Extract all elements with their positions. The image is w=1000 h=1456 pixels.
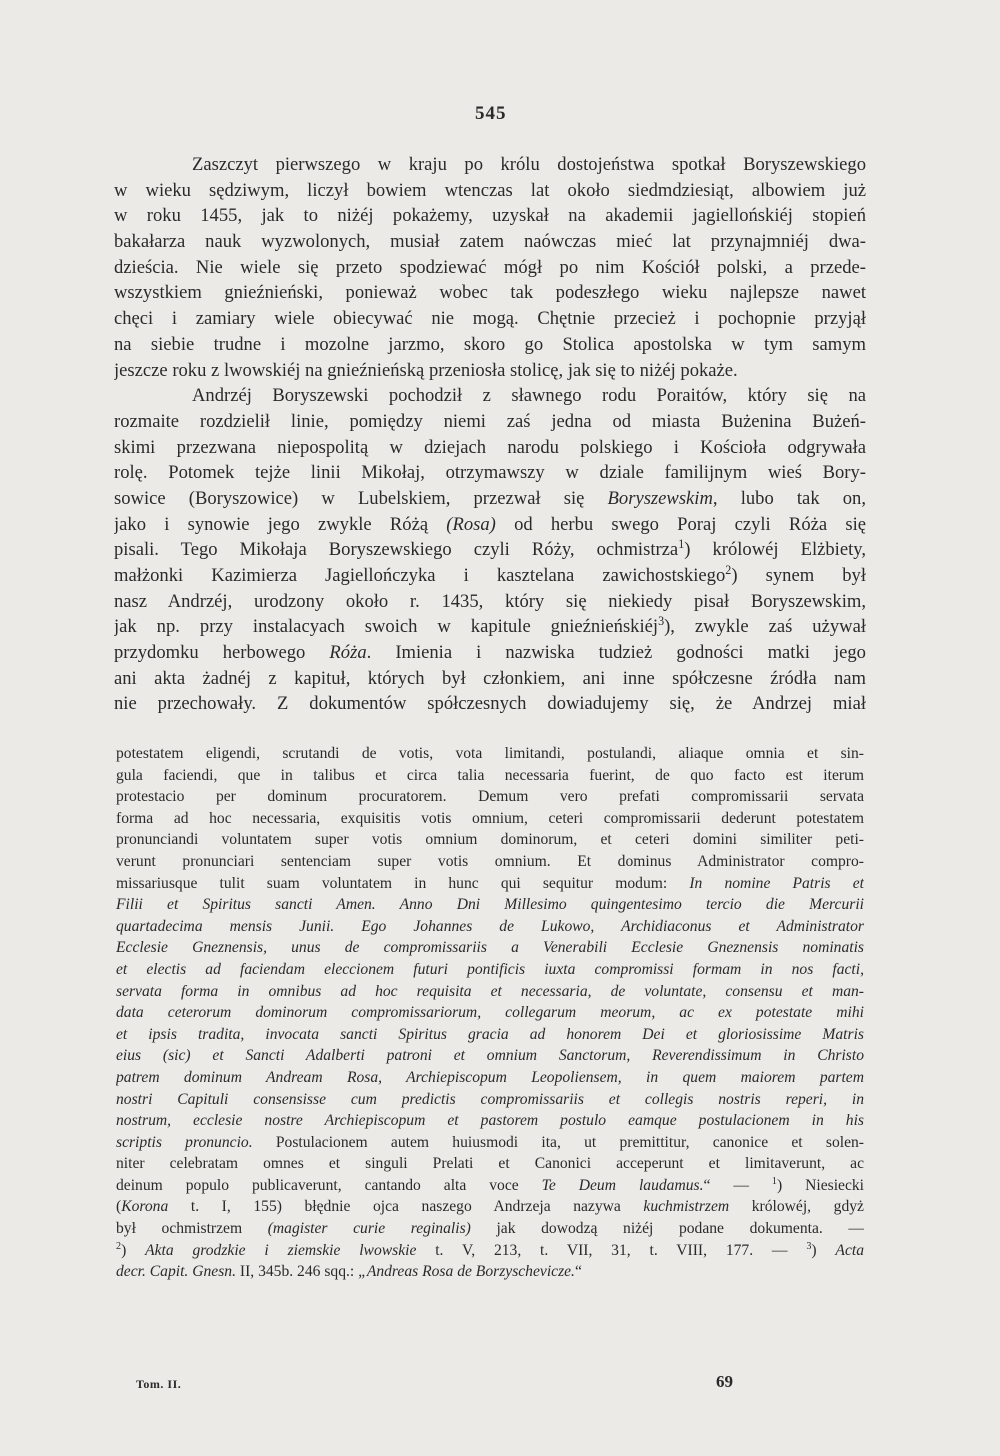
note-segment: decr. Capit. Gnesn.	[116, 1263, 236, 1281]
main-line	[114, 614, 866, 640]
note-line: patrem dominum Andream Rosa, Archiepiscopum Leopoliensem, in quem maiorem partem	[116, 1068, 864, 1086]
main-text-segment: (Rosa)	[446, 513, 496, 535]
note-segment: królowéj, gdyż	[729, 1198, 864, 1216]
note-segment: (	[116, 1198, 122, 1216]
main-text-segment: ), zwykle zaś używał	[664, 616, 866, 638]
note-segment: In nomine Patris et	[689, 874, 864, 892]
note-line: servata forma in omnibus ad hoc requisita et necessaria, de voluntate, consensu et man-	[116, 982, 864, 1000]
note-line: Ecclesie Gneznensis, unus de compromissariis a Venerabili Ecclesie Gneznensis nominatis	[116, 939, 864, 957]
note-line: nostri Capituli consensisse cum predictis compromissariis et collegis nostris reperi, in	[116, 1090, 864, 1108]
main-line: wszystkiem gnieźnieński, ponieważ wobec tak podeszłego wieku najlepsze nawet	[114, 282, 866, 304]
page-number: 545	[475, 103, 507, 124]
footnote-ref: 1	[678, 537, 685, 552]
main-line	[114, 512, 866, 538]
note-line: nostrum, ecclesie nostre Archiepiscopum et pastorem postulo eamque postulacionem in his	[116, 1112, 864, 1130]
main-line: rozmaite rozdzielił linie, pomiędzy niemi zaś jedna od miasta Bużenina Bużeń-	[114, 410, 866, 432]
note-line: gula faciendi, que in talibus et circa talia necessaria fuerint, de quo facto est iterum	[116, 766, 864, 784]
main-text-segment: przydomku herbowego	[114, 642, 330, 664]
footnote-marker: 3	[806, 1240, 812, 1252]
main-line	[114, 563, 866, 589]
main-text-segment: jak np. przy instalacyach swoich w kapitule gnieźnieńskiéj	[114, 616, 659, 638]
main-line: nasz Andrzéj, urodzony około r. 1435, który się niekiedy pisał Boryszewskim,	[114, 590, 866, 612]
note-segment: missariusque tulit suam voluntatem in hunc qui sequitur modum:	[116, 874, 690, 892]
note-line: et electis ad faciendam eleccionem futuri pontificis iuxta compromissi formam in nos facti,	[116, 960, 864, 978]
note-line: Filii et Spiritus sancti Amen. Anno Dni Millesimo quingentesimo tercio die Mercurii	[116, 896, 864, 914]
note-segment: jak dowodzą niżéj podane dokumenta. —	[470, 1220, 864, 1238]
main-line: bakałarza nauk wyzwolonych, musiał zatem naówczas mieć lat przynajmniéj dwa-	[114, 231, 866, 253]
note-line: pronunciandi voluntatem super votis omnium dominorum, et ceteri domini similiter peti-	[116, 831, 864, 849]
main-line: nie przechowały. Z dokumentów spółczesnych dowiadujemy się, że Andrzej miał	[114, 693, 866, 715]
main-text-segment: pisali. Tego Mikołaja Boryszewskiego czyli Róży, ochmistrza	[114, 539, 679, 561]
main-line: skimi przezwana niepospolitą w dziejach narodu polskiego i Kościoła odgrywała	[114, 436, 866, 458]
note-segment: )	[811, 1241, 836, 1259]
note-line	[116, 1132, 864, 1154]
main-line: rolę. Potomek tejże linii Mikołaj, otrzymawszy w dziale familijnym wieś Bory-	[114, 462, 866, 484]
main-text-segment: , lubo tak on,	[712, 487, 866, 509]
main-line: jeszcze roku z lwowskiéj na gnieźnieńską przeniosła stolicę, jak się to niżéj pokaże.	[114, 359, 738, 381]
note-line	[116, 1196, 864, 1218]
volume-signature: Tom. II.	[136, 1377, 182, 1391]
main-text-segment: ) synem był	[731, 565, 866, 586]
note-line: forma ad hoc necessaria, exquisitis votis omnium, ceteri compromissarii dederunt potestatem	[116, 809, 864, 827]
main-text-segment: Róża	[329, 642, 367, 664]
footnote-marker: 2	[116, 1240, 122, 1252]
note-line	[116, 1175, 864, 1197]
main-line	[114, 640, 866, 666]
main-text-segment: ) królowéj Elżbiety,	[684, 539, 866, 561]
main-line: Andrzéj Boryszewski pochodził z sławnego rodu Poraitów, który się na	[192, 385, 866, 407]
footnote-marker: 1	[771, 1175, 777, 1187]
main-text-segment: od herbu swego Poraj czyli Róża się	[495, 513, 866, 535]
note-line: protestacio per dominum procuratorem. Demum vero prefati compromissarii servata	[116, 788, 864, 806]
note-line	[116, 1261, 864, 1283]
note-line: potestatem eligendi, scrutandi de votis, vota limitandi, postulandi, aliaque omnia et sin-	[116, 745, 864, 762]
note-line: eius (sic) et Sancti Adalberti patroni et omnium Sanctorum, Reverendissimum in Christo	[116, 1047, 864, 1065]
note-segment: Acta	[835, 1241, 864, 1259]
main-line: dzieścia. Nie wiele się przeto spodziewać mógł po nim Kościół polski, a przede-	[114, 256, 866, 278]
note-segment: t. V, 213, t. VII, 31, t. VIII, 177. —	[416, 1241, 807, 1259]
main-text-segment: Boryszewskim	[607, 487, 713, 509]
main-text-segment: małżonki Kazimierza Jagiellończyka i kasztelana zawichostskiego	[114, 565, 726, 586]
note-segment: )	[121, 1241, 146, 1259]
note-segment: był ochmistrzem	[116, 1220, 268, 1238]
note-segment: ) Niesiecki	[776, 1176, 864, 1194]
note-segment: Akta grodzkie i ziemskie lwowskie	[145, 1241, 417, 1259]
note-segment: „Andreas Rosa de Borzyschevicze.	[358, 1263, 575, 1281]
main-line: chęci i zamiary wiele obiecywać nie mogą. Chętnie przecież i pochopnie przyjął	[114, 308, 866, 330]
note-segment: “	[574, 1263, 582, 1281]
note-segment: Te Deum laudamus.	[541, 1176, 704, 1194]
note-segment: (magister curie reginalis)	[267, 1220, 471, 1238]
main-line: na siebie trudne i mozolne jarzmo, skoro go Stolica apostolska w tym samym	[114, 333, 866, 355]
note-segment: “ —	[703, 1176, 772, 1194]
note-segment: kuchmistrzem	[643, 1198, 730, 1216]
footnote-ref: 3	[658, 614, 665, 629]
main-text-segment: . Imienia i nazwiska tudzież godności matki jego	[366, 642, 866, 664]
note-segment: Korona	[121, 1198, 169, 1216]
main-text-segment: sowice (Boryszowice) w Lubelskiem, przezwał się	[114, 487, 608, 509]
main-text-block	[114, 152, 866, 717]
footnote-ref: 2	[725, 563, 732, 577]
main-line: w roku 1455, jak to niżéj pokażemy, uzyskał na akademii jagiellońskiéj stopień	[114, 205, 866, 227]
note-line: niter celebratam omnes et singuli Prelati et Canonici acceperunt et limitaverunt, ac	[116, 1155, 864, 1173]
main-line	[114, 537, 866, 563]
note-line	[116, 1218, 864, 1240]
main-line: w wieku sędziwym, liczył bowiem wtenczas lat około siedmdziesiąt, albowiem już	[114, 179, 866, 201]
sheet-number: 69	[716, 1372, 733, 1391]
main-line: ani akta żadnéj z kapituł, których był członkiem, ani inne spółczesne źródła nam	[114, 667, 866, 689]
footnotes-block	[116, 743, 864, 1283]
note-line: data ceterorum dominorum compromissariorum, collegarum meorum, ac ex potestate mihi	[116, 1004, 864, 1022]
note-line	[116, 1240, 864, 1262]
note-line: verunt pronunciari sentenciam super votis omnium. Et dominus Administrator compro-	[116, 852, 864, 870]
note-segment: t. I, 155) błędnie ojca naszego Andrzeja nazywa	[168, 1198, 644, 1216]
note-line: et ipsis tradita, invocata sancti Spiritus gracia ad honorem Dei et gloriosissime Matris	[116, 1025, 864, 1043]
main-text-segment: jako i synowie jego zwykle Różą	[114, 513, 447, 535]
note-segment: II, 345b. 246 sqq.:	[235, 1263, 359, 1281]
main-line: Zaszczyt pierwszego w kraju po królu dostojeństwa spotkał Boryszewskiego	[192, 154, 866, 175]
note-line	[116, 873, 864, 895]
note-segment: Postulacionem autem huiusmodi ita, ut premittitur, canonice et solen-	[252, 1133, 864, 1151]
note-segment: scriptis pronuncio.	[116, 1133, 253, 1151]
note-segment: deinum populo publicaverunt, cantando alta voce	[116, 1176, 542, 1194]
main-line	[114, 486, 866, 512]
note-line: quartadecima mensis Junii. Ego Johannes de Lukowo, Archidiaconus et Administrator	[116, 917, 864, 935]
